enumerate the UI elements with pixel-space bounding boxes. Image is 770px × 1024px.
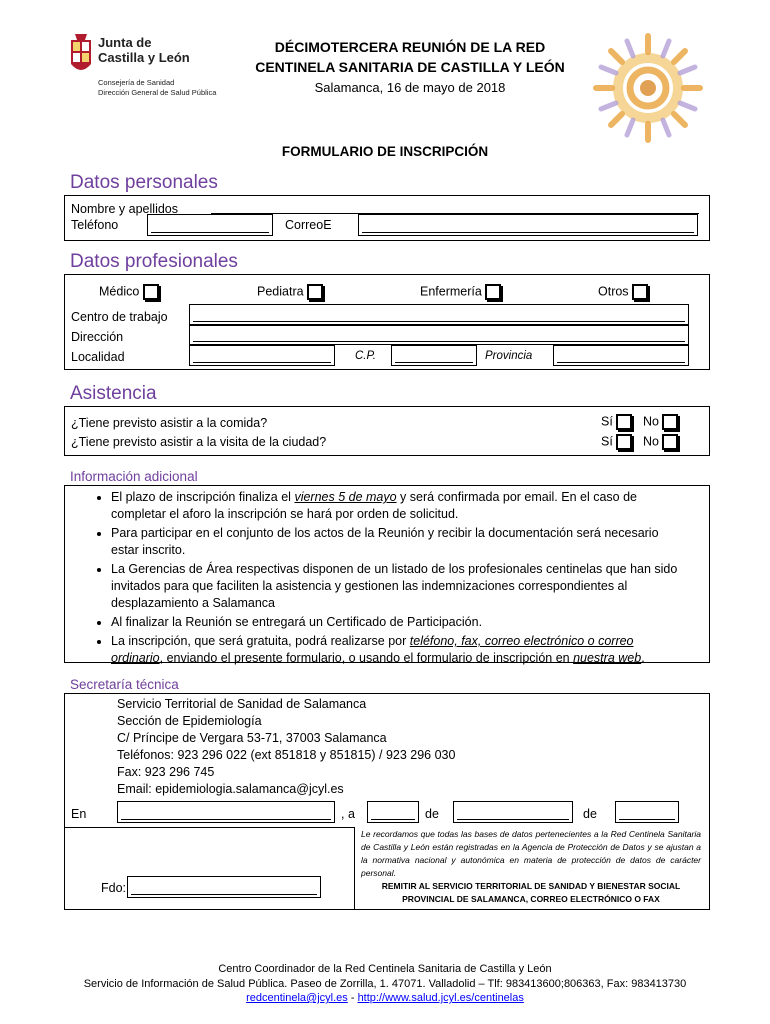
secretariat-line: C/ Príncipe de Vergara 53-71, 37003 Salamanca bbox=[117, 731, 387, 745]
place-field[interactable] bbox=[117, 801, 335, 823]
org-logo bbox=[68, 34, 228, 100]
logo-line-1: Junta de bbox=[98, 35, 152, 50]
checkbox-pediatra[interactable] bbox=[307, 284, 323, 300]
province-label: Provincia bbox=[485, 350, 533, 362]
professional-data-box bbox=[64, 274, 710, 370]
option-enfermeria-label: Enfermería bbox=[420, 284, 482, 299]
email-label: CorreoE bbox=[285, 218, 332, 232]
secretariat-email: Email: epidemiologia.salamanca@jcyl.es bbox=[117, 782, 344, 796]
phone-field[interactable] bbox=[147, 214, 273, 236]
footer-line-2: Servicio de Información de Salud Pública. Paseo de Zorrilla, 1. 47071. Valladolid – Tlf: 983413600;806363, Fax: 983413730 bbox=[83, 977, 687, 990]
lunch-question: ¿Tiene previsto asistir a la comida? bbox=[71, 416, 268, 430]
secretariat-section-title: Secretaría técnica bbox=[70, 677, 179, 692]
address-field[interactable] bbox=[189, 325, 689, 345]
option-enfermeria[interactable] bbox=[420, 284, 501, 300]
tour-no[interactable] bbox=[643, 434, 678, 450]
info-item-certificate: • Al finalizar la Reunión se entregará un Certificado de Participación. bbox=[111, 614, 679, 631]
workplace-label: Centro de trabajo bbox=[71, 310, 168, 324]
province-field[interactable] bbox=[553, 345, 689, 366]
checkbox-tour-no[interactable] bbox=[662, 434, 678, 450]
personal-data-box bbox=[64, 195, 710, 241]
logo-sub-2: Dirección General de Salud Pública bbox=[98, 88, 217, 97]
secretariat-box bbox=[64, 693, 710, 795]
place-label: En bbox=[71, 807, 87, 821]
day-field[interactable] bbox=[367, 801, 419, 823]
locality-label: Localidad bbox=[71, 350, 125, 364]
locality-field[interactable] bbox=[189, 345, 335, 366]
footer-line-1: Centro Coordinador de la Red Centinela Sanitaria de Castilla y León bbox=[218, 963, 552, 975]
attendance-box bbox=[64, 406, 710, 456]
form-title: FORMULARIO DE INSCRIPCIÓN bbox=[281, 144, 489, 159]
month-field[interactable] bbox=[453, 801, 573, 823]
option-medico[interactable] bbox=[99, 284, 159, 300]
secretariat-line: Sección de Epidemiología bbox=[117, 714, 262, 728]
phone-label: Teléfono bbox=[71, 218, 119, 232]
option-pediatra-label: Pediatra bbox=[257, 284, 304, 299]
name-label: Nombre y apellidos bbox=[71, 202, 178, 216]
checkbox-otros[interactable] bbox=[632, 284, 648, 300]
info-section-title: Información adicional bbox=[70, 469, 198, 484]
remit-instructions: REMITIR AL SERVICIO TERRITORIAL DE SANIDAD Y BIENESTAR SOCIAL PROVINCIAL DE SALAMANCA, CORREO ELECTRÓNICO O FAX bbox=[381, 881, 681, 904]
title-line-2: CENTINELA SANITARIA DE CASTILLA Y LEÓN bbox=[255, 59, 565, 75]
cp-field[interactable] bbox=[391, 345, 477, 366]
option-otros[interactable] bbox=[598, 284, 648, 300]
info-item-how-to-register: • La inscripción, que será gratuita, podrá realizarse por teléfono, fax, correo electrónico o correo ordinario, enviando el presente formulario, o usando el formulario de inscripción en nuestra web. bbox=[111, 633, 679, 667]
lunch-no[interactable] bbox=[643, 414, 678, 430]
secretariat-line: Teléfonos: 923 296 022 (ext 851818 y 851815) / 923 296 030 bbox=[117, 748, 456, 762]
day-prefix-label: , a bbox=[341, 807, 355, 821]
checkbox-lunch-yes[interactable] bbox=[616, 414, 632, 430]
coat-of-arms-icon bbox=[68, 34, 94, 78]
lunch-yes-label: Sí bbox=[601, 414, 613, 429]
footer-url-link[interactable]: http://www.salud.jcyl.es/centinelas bbox=[357, 992, 524, 1004]
secretariat-line: Servicio Territorial de Sanidad de Salamanca bbox=[117, 697, 367, 711]
checkbox-tour-yes[interactable] bbox=[616, 434, 632, 450]
info-box bbox=[64, 485, 710, 663]
logo-sub-1: Consejería de Sanidad bbox=[98, 78, 175, 87]
signature-box bbox=[65, 827, 355, 909]
personal-section-title: Datos personales bbox=[70, 172, 218, 193]
email-field[interactable] bbox=[358, 214, 698, 236]
secretariat-line: Fax: 923 296 745 bbox=[117, 765, 215, 779]
tour-yes-label: Sí bbox=[601, 434, 613, 449]
footer-email-link[interactable]: redcentinela@jcyl.es bbox=[246, 992, 348, 1004]
tour-no-label: No bbox=[643, 434, 659, 449]
workplace-field[interactable] bbox=[189, 304, 689, 325]
month-prefix-label: de bbox=[425, 807, 439, 821]
title-line-1: DÉCIMOTERCERA REUNIÓN DE LA RED bbox=[274, 39, 546, 55]
logo-line-2: Castilla y León bbox=[98, 50, 190, 65]
tour-yes[interactable] bbox=[601, 434, 632, 450]
web-link[interactable]: nuestra web bbox=[573, 651, 642, 665]
option-medico-label: Médico bbox=[99, 284, 140, 299]
event-date: Salamanca, 16 de mayo de 2018 bbox=[314, 80, 506, 95]
name-field[interactable] bbox=[211, 199, 699, 214]
signature-field[interactable] bbox=[127, 876, 321, 898]
network-sun-logo-icon bbox=[592, 32, 704, 144]
signature-area bbox=[64, 795, 710, 910]
attendance-section-title: Asistencia bbox=[70, 383, 157, 404]
cp-label: C.P. bbox=[355, 350, 376, 362]
lunch-yes[interactable] bbox=[601, 414, 632, 430]
year-field[interactable] bbox=[615, 801, 679, 823]
lunch-no-label: No bbox=[643, 414, 659, 429]
option-pediatra[interactable] bbox=[257, 284, 323, 300]
info-item-deadline: • El plazo de inscripción finaliza el viernes 5 de mayo y será confirmada por email. En el caso de completar el aforo la inscripción se hará por orden de solicitud. bbox=[111, 489, 679, 523]
info-item-management: • La Gerencias de Área respectivas disponen de un listado de los profesionales centinelas que han sido invitados para que faciliten la asistencia y gestionen las indemnizaciones correspondientes al desplazamiento a Salamanca bbox=[111, 561, 679, 612]
option-otros-label: Otros bbox=[598, 284, 629, 299]
footer-links: redcentinela@jcyl.es - http://www.salud.jcyl.es/centinelas bbox=[246, 992, 524, 1004]
checkbox-enfermeria[interactable] bbox=[485, 284, 501, 300]
address-label: Dirección bbox=[71, 330, 124, 344]
professional-section-title: Datos profesionales bbox=[70, 251, 238, 272]
year-prefix-label: de bbox=[583, 807, 597, 821]
checkbox-lunch-no[interactable] bbox=[662, 414, 678, 430]
data-protection-notice: Le recordamos que todas las bases de datos pertenecientes a la Red Centinela Sanitaria de Castilla y León están registradas en la Agencia de Protección de Datos y se ajustan a la normativa nacional y autonómica en materia de protección de datos de carácter personal. bbox=[361, 829, 701, 878]
tour-question: ¿Tiene previsto asistir a la visita de la ciudad? bbox=[71, 435, 327, 449]
info-item-registration: • Para participar en el conjunto de los actos de la Reunión y recibir la documentación será necesario estar inscrito. bbox=[111, 525, 679, 559]
signature-label: Fdo: bbox=[101, 881, 127, 895]
checkbox-medico[interactable] bbox=[143, 284, 159, 300]
